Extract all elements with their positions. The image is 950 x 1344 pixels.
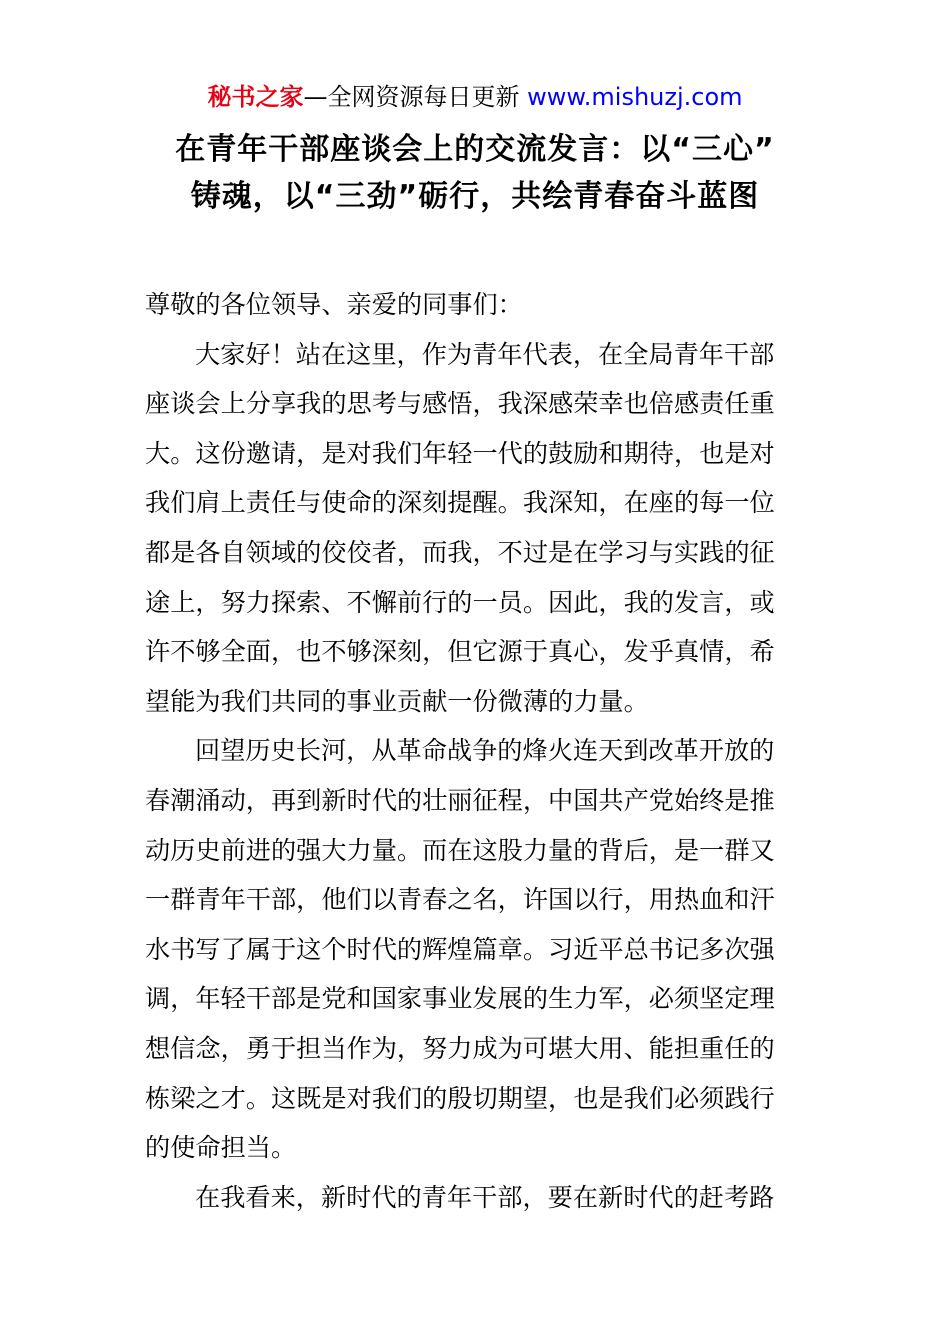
paragraph-line: 望能为我们共同的事业贡献一份微薄的力量。: [145, 686, 649, 716]
site-header: [0, 80, 950, 114]
salutation: 尊敬的各位领导、亲爱的同事们：: [145, 290, 523, 319]
site-url-link[interactable]: www.mishuzj.com: [527, 83, 743, 111]
paragraph-line: 大。这份邀请，是对我们年轻一代的鼓励和期待，也是对: [145, 438, 775, 468]
paragraph-line: 一群青年干部，他们以青春之名，许国以行，用热血和汗: [145, 885, 775, 915]
paragraph-line: 栋梁之才。这既是对我们的殷切期望，也是我们必须践行: [145, 1083, 775, 1113]
paragraph-line: 我们肩上责任与使命的深刻提醒。我深知，在座的每一位: [145, 488, 775, 518]
paragraph-line: 动历史前进的强大力量。而在这股力量的背后，是一群又: [145, 835, 775, 865]
paragraph-line: 调，年轻干部是党和国家事业发展的生力军，必须坚定理: [145, 984, 775, 1014]
title-line: 铸魂，以“三劲”砺行，共绘青春奋斗蓝图: [190, 179, 760, 214]
paragraph-line: 水书写了属于这个时代的辉煌篇章。习近平总书记多次强: [145, 934, 775, 964]
paragraph-line: 的使命担当。: [145, 1133, 297, 1163]
paragraph: [145, 1173, 815, 1223]
paragraph-line: 大家好！站在这里，作为青年代表，在全局青年干部: [195, 339, 775, 369]
paragraph-line: 座谈会上分享我的思考与感悟，我深感荣幸也倍感责任重: [145, 389, 775, 419]
site-tagline: —全网资源每日更新: [303, 83, 520, 111]
paragraph: [145, 726, 815, 1172]
paragraph: [145, 330, 815, 727]
title-line: 在青年干部座谈会上的交流发言：以“三心”: [175, 132, 775, 167]
paragraph-line: 春潮涌动，再到新时代的壮丽征程，中国共产党始终是推: [145, 785, 775, 815]
paragraph-line: 都是各自领域的佼佼者，而我，不过是在学习与实践的征: [145, 537, 775, 567]
paragraph-line: 回望历史长河，从革命战争的烽火连天到改革开放的: [195, 736, 775, 766]
document-title: [0, 126, 950, 220]
paragraph-line: 途上，努力探索、不懈前行的一员。因此，我的发言，或: [145, 587, 775, 617]
site-brand: 秘书之家: [207, 83, 304, 111]
paragraph-line: 许不够全面，也不够深刻，但它源于真心，发乎真情，希: [145, 637, 775, 667]
document-body: [145, 280, 815, 1222]
paragraph-line: 在我看来，新时代的青年干部，要在新时代的赶考路: [195, 1182, 775, 1212]
paragraph-line: 想信念，勇于担当作为，努力成为可堪大用、能担重任的: [145, 1033, 775, 1063]
